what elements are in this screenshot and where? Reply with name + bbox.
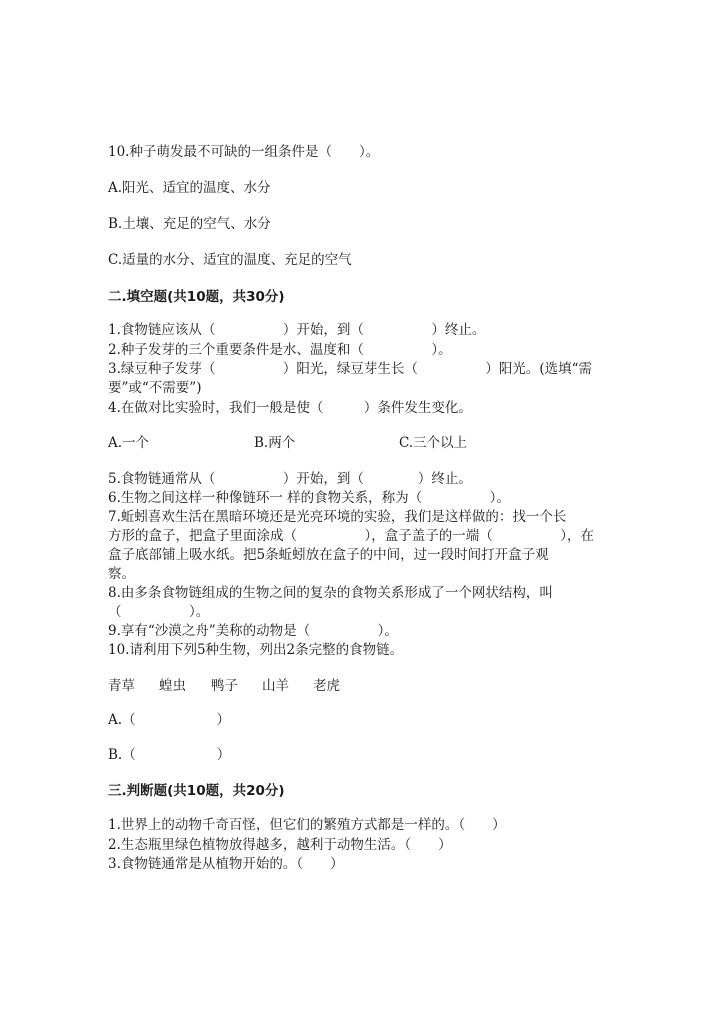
fill-question-8-line2: （ ）。	[108, 604, 210, 620]
fill-question-7-line1: 7.蚯蚓喜欢生活在黑暗环境还是光亮环境的实验，我们是这样做的：找一个长	[108, 509, 567, 525]
organism-5: 老虎	[313, 678, 340, 694]
q4-option-c: C.三个以上	[399, 435, 468, 451]
fill-question-10: 10.请利用下列5种生物，列出2条完整的食物链。	[108, 642, 404, 658]
question-10-option-c: C.适量的水分、适宜的温度、充足的空气	[108, 252, 352, 268]
fill-question-2: 2.种子发芽的三个重要条件是水、温度和（ ）。	[108, 342, 452, 358]
organism-1: 青草	[108, 678, 135, 694]
food-chain-answer-a: A.（ ）	[108, 712, 231, 728]
fill-question-1: 1.食物链应该从（ ）开始，到（ ）终止。	[108, 322, 486, 338]
section-2-title: 二.填空题(共10题，共30分)	[108, 289, 285, 305]
question-10-stem: 10.种子萌发最不可缺的一组条件是（ ）。	[108, 144, 380, 160]
q4-option-b: B.两个	[254, 435, 296, 451]
fill-question-8-line1: 8.由多条食物链组成的生物之间的复杂的食物关系形成了一个网状结构，叫	[108, 585, 553, 601]
fill-question-6: 6.生物之间这样一种像链环一 样的食物关系，称为（ ）。	[108, 490, 510, 506]
judge-question-2: 2.生态瓶里绿色植物放得越多，越利于动物生活。（ ）	[108, 837, 452, 853]
fill-question-7-line3: 盒子底部铺上吸水纸。把5条蚯蚓放在盒子的中间，过一段时间打开盒子观	[108, 547, 549, 563]
organism-4: 山羊	[262, 678, 289, 694]
fill-question-9: 9.享有“沙漠之舟”美称的动物是（ ）。	[108, 623, 398, 639]
food-chain-answer-b: B.（ ）	[108, 747, 231, 763]
fill-question-4: 4.在做对比实验时，我们一般是使（ ）条件发生变化。	[108, 400, 472, 416]
fill-question-5: 5.食物链通常从（ ）开始，到（ ）终止。	[108, 471, 472, 487]
fill-question-7-line2: 方形的盒子，把盒子里面涂成（ ），盒子盖子的一端（ ），在	[108, 528, 594, 544]
organism-2: 蝗虫	[159, 678, 186, 694]
question-10-option-a: A.阳光、适宜的温度、水分	[108, 180, 271, 196]
fill-question-7-line4: 察。	[108, 566, 135, 582]
judge-question-3: 3.食物链通常是从植物开始的。（ ）	[108, 856, 344, 872]
question-10-option-b: B.土壤、充足的空气、水分	[108, 216, 271, 232]
organism-3: 鸭子	[211, 678, 238, 694]
fill-question-3: 3.绿豆种子发芽（ ）阳光，绿豆芽生长（ ）阳光。(选填“需	[108, 361, 593, 377]
fill-question-3-cont: 要”或“不需要”)	[108, 380, 202, 396]
q4-option-a: A.一个	[108, 435, 150, 451]
judge-question-1: 1.世界上的动物千奇百怪，但它们的繁殖方式都是一样的。（ ）	[108, 817, 506, 833]
section-3-title: 三.判断题(共10题，共20分)	[108, 783, 285, 799]
